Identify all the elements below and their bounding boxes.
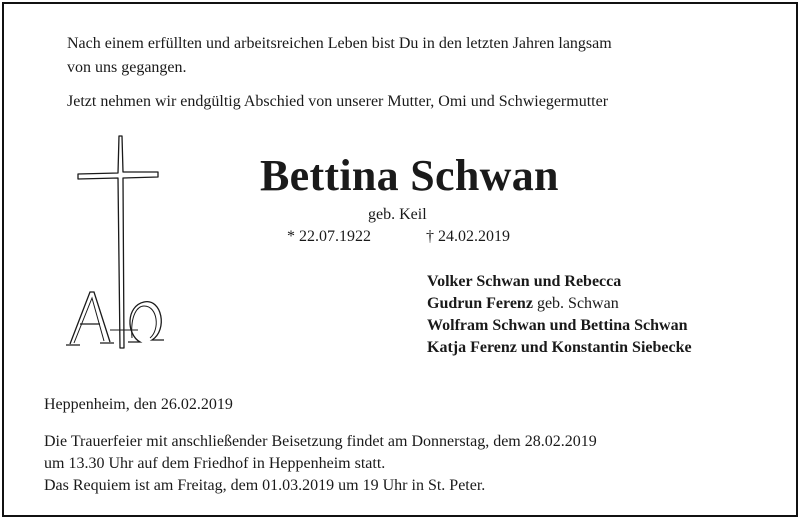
family-names: Volker Schwan und Rebecca bbox=[427, 273, 622, 290]
family-row bbox=[427, 337, 692, 359]
family-row bbox=[427, 271, 692, 293]
deceased-name: Bettina Schwan bbox=[260, 151, 559, 200]
service-line-2: um 13.30 Uhr auf dem Friedhof in Heppenheim statt. bbox=[44, 455, 386, 472]
intro-text bbox=[67, 32, 612, 80]
service-info bbox=[44, 431, 597, 497]
family-list bbox=[427, 271, 692, 359]
family-note: geb. Schwan bbox=[532, 295, 619, 312]
service-line-3: Das Requiem ist am Freitag, dem 01.03.2019 um 19 Uhr in St. Peter. bbox=[44, 477, 486, 494]
place-date: Heppenheim, den 26.02.2019 bbox=[44, 396, 233, 413]
intro-line-2: von uns gegangen. bbox=[67, 59, 187, 76]
family-names: Wolfram Schwan und Bettina Schwan bbox=[427, 317, 688, 334]
service-line-1: Die Trauerfeier mit anschließender Beisetzung findet am Donnerstag, dem 28.02.2019 bbox=[44, 433, 597, 450]
death-date: † 24.02.2019 bbox=[426, 228, 510, 245]
birth-date: * 22.07.1922 bbox=[287, 228, 371, 245]
family-names: Katja Ferenz und Konstantin Siebecke bbox=[427, 339, 692, 356]
intro-line-1: Nach einem erfüllten und arbeitsreichen Leben bist Du in den letzten Jahren langsam bbox=[67, 35, 612, 52]
farewell-text: Jetzt nehmen wir endgültig Abschied von unserer Mutter, Omi und Schwiegermutter bbox=[67, 93, 609, 110]
cross-alpha-omega-icon bbox=[64, 134, 174, 364]
family-row bbox=[427, 293, 692, 315]
maiden-name: geb. Keil bbox=[368, 206, 427, 223]
family-row bbox=[427, 315, 692, 337]
family-names: Gudrun Ferenz bbox=[427, 295, 533, 312]
